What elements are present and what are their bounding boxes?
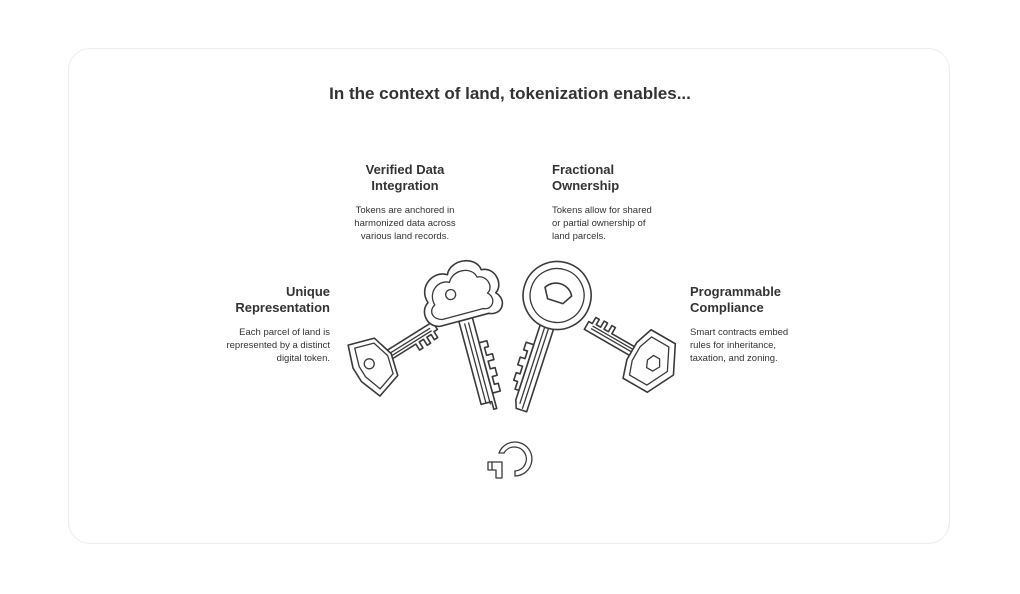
round-key-icon: [488, 253, 600, 420]
cloud-key-icon: [414, 253, 530, 420]
feature-description: Each parcel of land is represented by a distinct digital token.: [226, 327, 330, 364]
feature-heading: Unique Representation: [235, 284, 330, 315]
feature-description: Smart contracts embed rules for inheritance, taxation, and zoning.: [690, 327, 789, 364]
feature-heading: Fractional Ownership: [552, 162, 620, 193]
hexagon-key-icon: [573, 301, 688, 399]
feature-heading: Programmable Compliance: [690, 284, 782, 315]
feature-description: Tokens are anchored in harmonized data across various land records.: [354, 205, 456, 242]
key-ring-icon: [488, 442, 532, 478]
page-title: In the context of land, tokenization enables...: [329, 84, 691, 103]
feature-heading: Verified Data Integration: [365, 162, 445, 193]
feature-description: Tokens allow for shared or partial ownership of land parcels.: [552, 205, 652, 242]
